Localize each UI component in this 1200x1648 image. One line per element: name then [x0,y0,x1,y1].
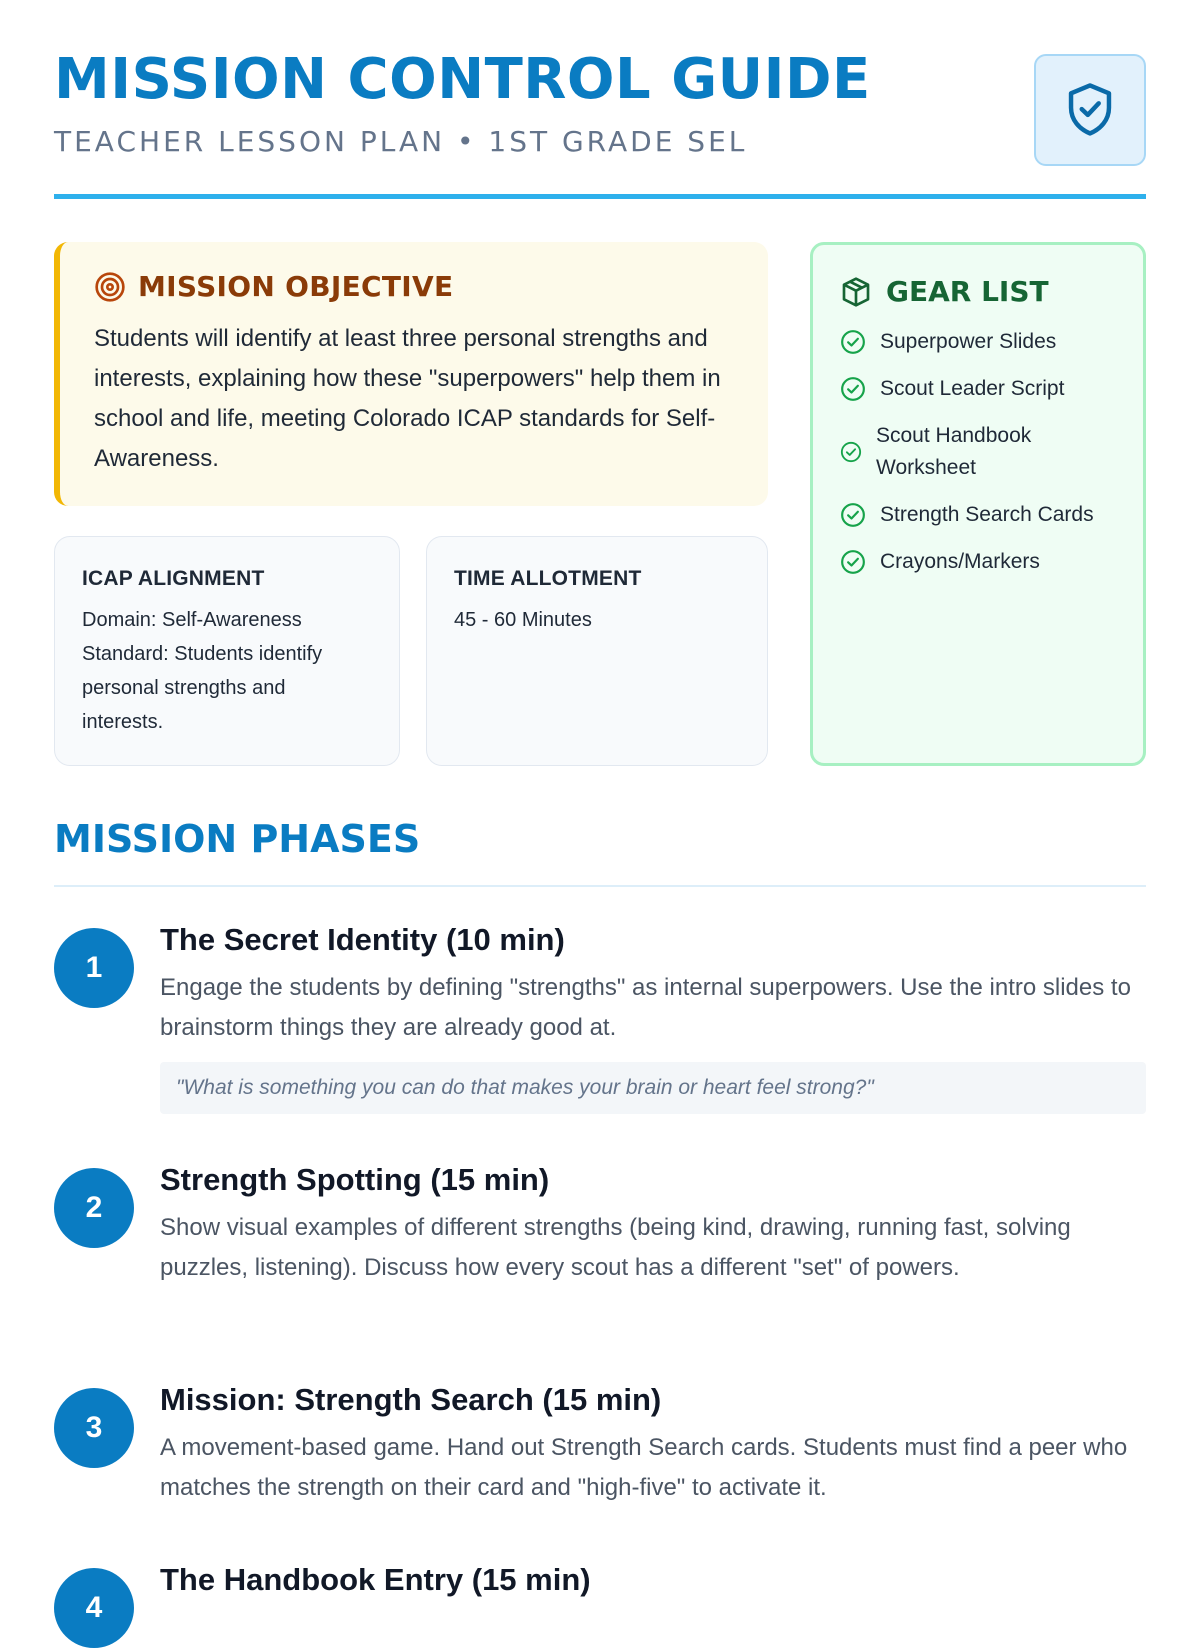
phases-divider [54,885,1146,887]
phase-description: Show visual examples of different strengths (being kind, drawing, running fast, solving puzzles, listening). Discuss how every scout has a different "set" of powers. [160,1214,1071,1281]
gear-item-label: Crayons/Markers [880,550,1040,573]
page-title: MISSION CONTROL GUIDE [54,47,871,112]
check-circle-icon [840,441,862,463]
gear-item-label: Scout Handbook Worksheet [876,424,1032,479]
objective-title: MISSION OBJECTIVE [138,270,454,303]
package-icon [840,276,872,308]
phase-description: A movement-based game. Hand out Strength Search cards. Students must find a peer who matches the strength on their card and "high-five" to activate it. [160,1434,1128,1501]
gear-item-label: Superpower Slides [880,330,1057,353]
header [54,0,1146,200]
lesson-plan-page [54,0,1146,1624]
icap-alignment-value: Domain: Self-Awareness Standard: Students identify personal strengths and interests. [82,609,323,733]
phase-quote: "What is something you can do that makes your brain or heart feel strong?" [160,1062,1146,1114]
page-subtitle: TEACHER LESSON PLAN • 1ST GRADE SEL [54,125,748,158]
check-circle-icon [840,376,866,402]
list-item [840,420,1116,484]
phase-number-badge: 2 [54,1168,134,1248]
icap-alignment-card [54,536,400,766]
gear-list-title: GEAR LIST [886,275,1049,308]
phase-title: The Handbook Entry (15 min) [160,1562,591,1597]
mission-phases-title: MISSION PHASES [54,817,421,861]
check-circle-icon [840,329,866,355]
list-item [840,373,1116,405]
time-allotment-card [426,536,768,766]
check-circle-icon [840,502,866,528]
shield-check-icon [1063,81,1117,139]
list-item [840,499,1116,531]
phase-title: The Secret Identity (10 min) [160,922,565,957]
shield-badge [1034,54,1146,166]
check-circle-icon [840,549,866,575]
icap-alignment-label: ICAP ALIGNMENT [82,567,265,590]
time-allotment-value: 45 - 60 Minutes [454,609,592,631]
gear-list [840,326,1116,578]
list-item [840,546,1116,578]
phase-title: Mission: Strength Search (15 min) [160,1382,662,1417]
gear-item-label: Strength Search Cards [880,503,1094,526]
phase-title: Strength Spotting (15 min) [160,1162,550,1197]
phase-number-badge: 3 [54,1388,134,1468]
list-item [840,326,1116,358]
mission-objective-card [54,242,768,506]
gear-list-card [810,242,1146,766]
gear-item-label: Scout Leader Script [880,377,1065,400]
header-divider [54,194,1146,199]
phase-description: Engage the students by defining "strengths" as internal superpowers. Use the intro slides to brainstorm things they are already good at. [160,974,1131,1041]
objective-text: Students will identify at least three personal strengths and interests, explaining how these "superpowers" help them in school and life, meeting Colorado ICAP standards for Self-Awareness. [94,325,721,472]
phase-number-badge: 1 [54,928,134,1008]
target-icon [94,271,126,303]
phase-number-badge: 4 [54,1568,134,1648]
time-allotment-label: TIME ALLOTMENT [454,567,642,590]
